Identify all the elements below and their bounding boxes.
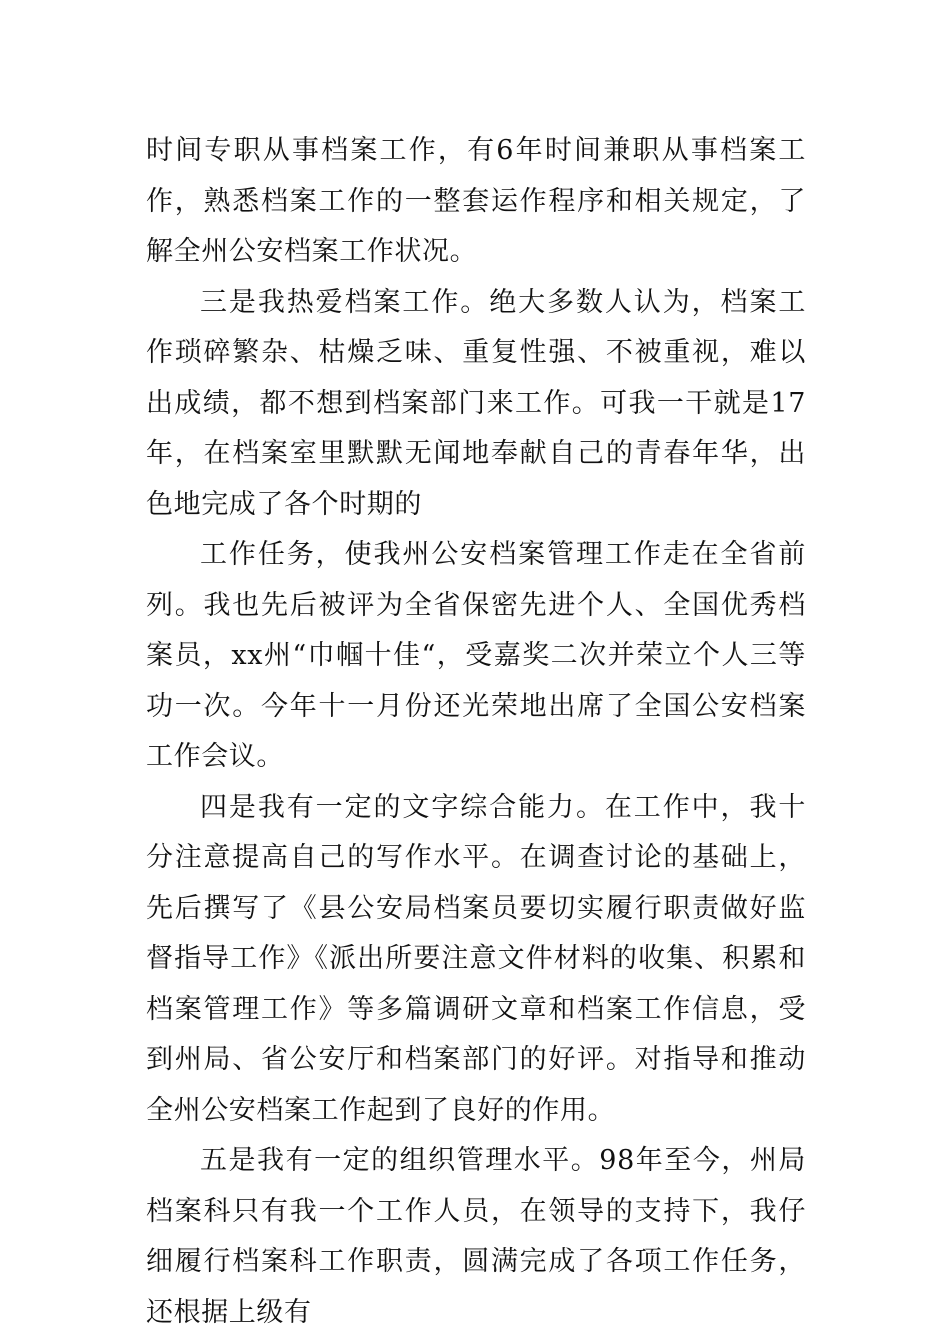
paragraph-4: 四是我有一定的文字综合能力。在工作中，我十分注意提高自己的写作水平。在调查讨论的基础上，先后撰写了《县公安局档案员要切实履行职责做好监督指导工作》《派出所要注意文件材料的收集、积累和档案管理工作》等多篇调研文章和档案工作信息，受到州局、省公安厅和档案部门的好评。对指导和推动全州公安档案工作起到了良好的作用。 bbox=[146, 791, 806, 1126]
paragraph-5: 五是我有一定的组织管理水平。98年至今，州局档案科只有我一个工作人员，在领导的支持下，我仔细履行档案科工作职责，圆满完成了各项工作任务，还根据上级有 bbox=[146, 1145, 806, 1328]
paragraph-1: 时间专职从事档案工作，有6年时间兼职从事档案工作，熟悉档案工作的一整套运作程序和相关规定，了解全州公安档案工作状况。 bbox=[146, 135, 806, 267]
paragraph-3: 工作任务，使我州公安档案管理工作走在全省前列。我也先后被评为全省保密先进个人、全国优秀档案员，xx州“巾帼十佳“，受嘉奖二次并荣立个人三等功一次。今年十一月份还光荣地出席了全国公安档案工作会议。 bbox=[146, 539, 806, 772]
document-body bbox=[146, 126, 806, 1338]
paragraph-2: 三是我热爱档案工作。绝大多数人认为，档案工作琐碎繁杂、枯燥乏味、重复性强、不被重视，难以出成绩，都不想到档案部门来工作。可我一干就是17年，在档案室里默默无闻地奉献自己的青春年华，出色地完成了各个时期的 bbox=[146, 286, 806, 520]
